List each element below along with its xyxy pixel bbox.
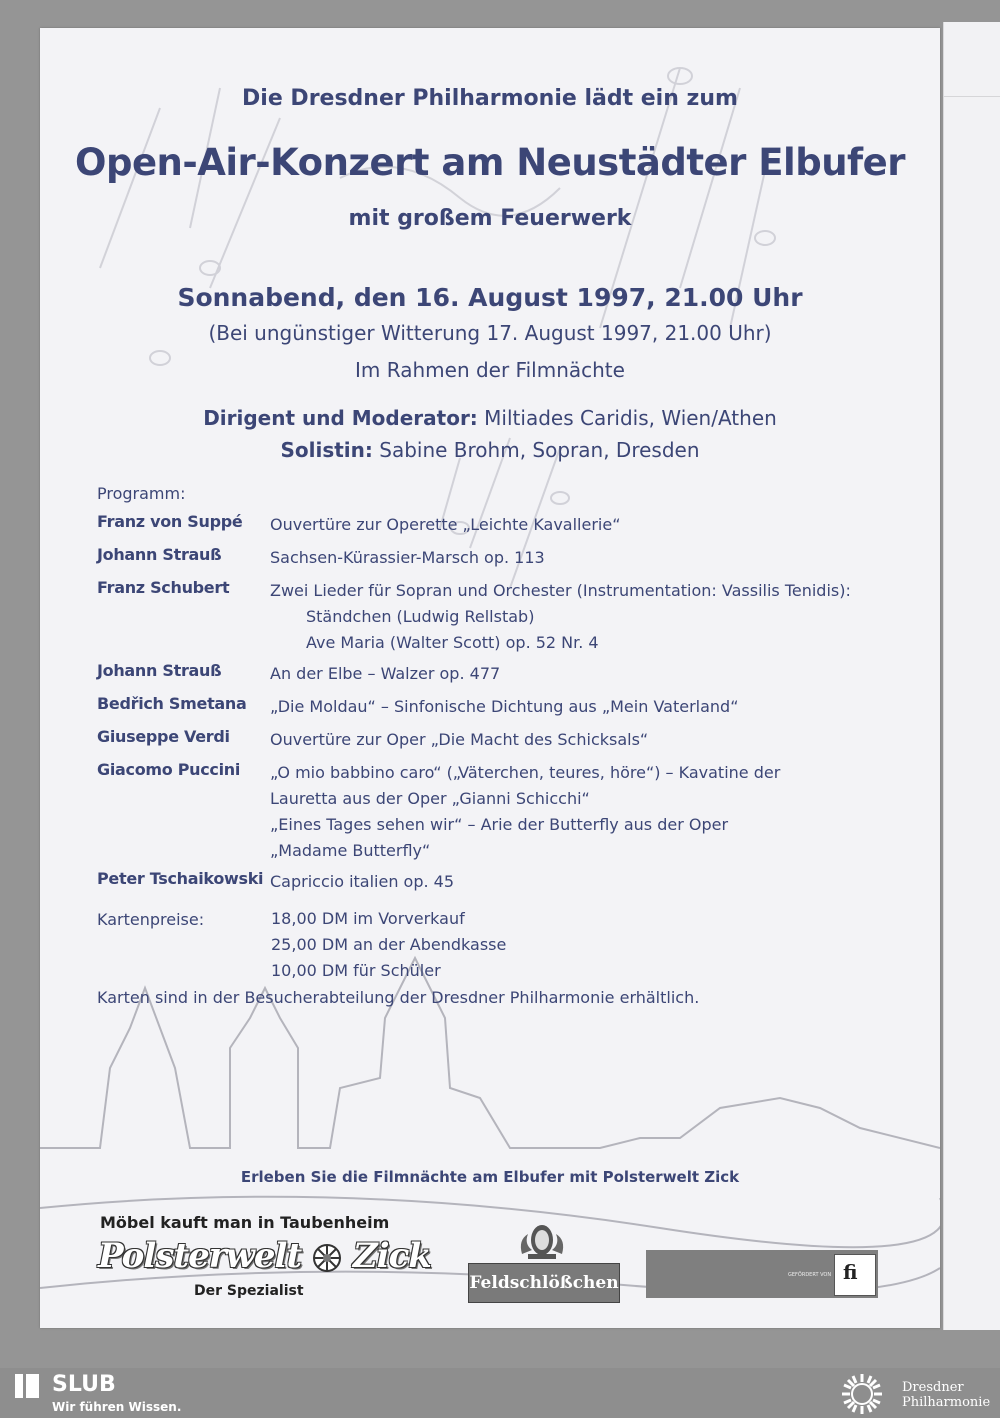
work-title: Capriccio italien op. 45 <box>270 872 455 891</box>
alternate-date: (Bei ungünstiger Witterung 17. August 1997, 21.00 Uhr) <box>208 321 772 345</box>
conductor-name: Miltiades Caridis, Wien/Athen <box>484 406 777 430</box>
sponsor-note: GEFÖRDERT VON <box>788 1272 832 1278</box>
polsterwelt-zick-logo: Polsterwelt Zick <box>98 1236 431 1276</box>
price-box-office: 25,00 DM an der Abendkasse <box>271 935 507 954</box>
slub-tagline: Wir führen Wissen. <box>52 1400 182 1414</box>
composer-name: Giacomo Puccini <box>97 760 241 779</box>
ticket-prices-label: Kartenpreise: <box>97 910 205 929</box>
conductor-line <box>40 406 940 430</box>
event-date: Sonnabend, den 16. August 1997, 21.00 Uhr <box>177 283 803 312</box>
sponsor-promo: Erleben Sie die Filmnächte am Elbufer mit Polsterwelt Zick <box>240 1168 740 1186</box>
slub-logo-icon <box>14 1373 40 1399</box>
event-series: Im Rahmen der Filmnächte <box>355 358 625 382</box>
program-label: Programm: <box>97 484 186 503</box>
composer-name: Johann Strauß <box>97 545 222 564</box>
flower-icon <box>312 1243 342 1273</box>
furniture-tagline: Möbel kauft man in Taubenheim <box>100 1213 390 1232</box>
brewery-crest-icon <box>514 1220 570 1262</box>
philharmonie-sun-icon <box>840 1372 884 1416</box>
work-title: „O mio babbino caro“ („Väterchen, teures, höre“) – Kavatine der Lauretta aus der Oper „Gianni Schicchi“ „Eines Tages sehen wir“ – Arie der Butterfly aus der Oper „Madame Butterfly“ <box>270 763 781 860</box>
page-fold <box>944 74 1000 97</box>
brand-subtitle: Der Spezialist <box>194 1283 304 1299</box>
composer-name: Peter Tschaikowski <box>97 869 264 888</box>
soloist-name: Sabine Brohm, Sopran, Dresden <box>379 438 700 462</box>
sponsor-banner <box>646 1250 878 1298</box>
ticket-prices <box>271 906 506 984</box>
concert-subtitle: mit großem Feuerwerk <box>348 206 632 231</box>
work-title: Ouvertüre zur Oper „Die Macht des Schicksals“ <box>270 730 649 749</box>
work-title: An der Elbe – Walzer op. 477 <box>270 664 501 683</box>
composer-name: Franz Schubert <box>97 578 230 597</box>
work-title: Ouvertüre zur Operette „Leichte Kavallerie“ <box>270 515 621 534</box>
work-title: Sachsen-Kürassier-Marsch op. 113 <box>270 548 545 567</box>
price-advance: 18,00 DM im Vorverkauf <box>271 909 465 928</box>
sponsor-logo: fi <box>834 1254 876 1296</box>
concert-title: Open-Air-Konzert am Neustädter Elbufer <box>75 141 905 184</box>
composer-name: Johann Strauß <box>97 661 222 680</box>
concert-flyer <box>40 28 940 1328</box>
price-students: 10,00 DM für Schüler <box>271 961 441 980</box>
adjacent-page-edge <box>943 22 1000 1330</box>
conductor-label: Dirigent und Moderator: <box>203 406 478 430</box>
philharmonie-wordmark: Dresdner Philharmonie <box>902 1380 991 1410</box>
feldschloesschen-logo: Feldschlößchen <box>468 1263 620 1303</box>
invitation-line: Die Dresdner Philharmonie lädt ein zum <box>242 86 738 111</box>
work-title: Zwei Lieder für Sopran und Orchester (Instrumentation: Vassilis Tenidis): Ständchen (Ludwig Rellstab) Ave Maria (Walter Scott) op. 52 Nr. 4 <box>270 581 851 652</box>
composer-name: Giuseppe Verdi <box>97 727 230 746</box>
soloist-label: Solistin: <box>280 438 373 462</box>
ticket-availability: Karten sind in der Besucherabteilung der Dresdner Philharmonie erhältlich. <box>97 988 700 1007</box>
work-title: „Die Moldau“ – Sinfonische Dichtung aus „Mein Vaterland“ <box>270 697 739 716</box>
soloist-line <box>40 438 940 462</box>
slub-wordmark: SLUB <box>52 1372 116 1397</box>
composer-name: Bedřich Smetana <box>97 694 247 713</box>
composer-name: Franz von Suppé <box>97 512 243 531</box>
